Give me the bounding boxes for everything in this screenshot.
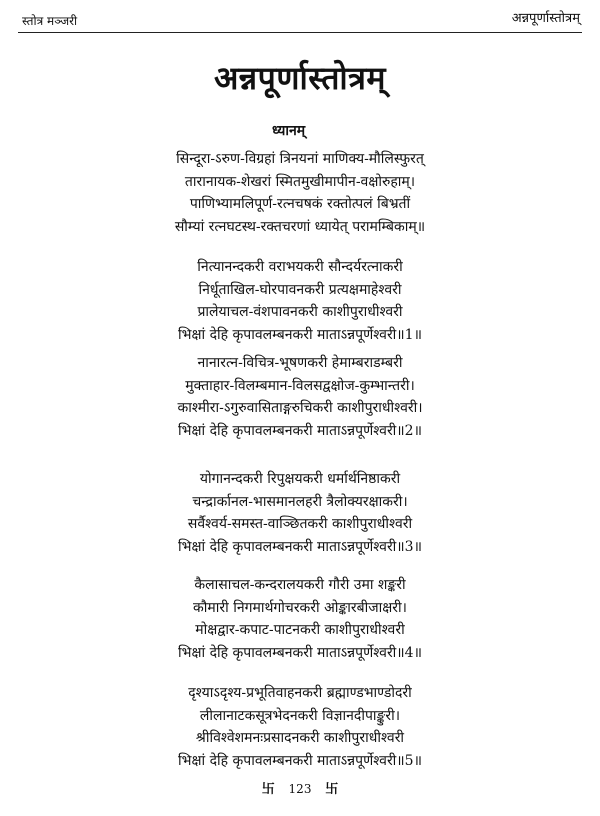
running-header xyxy=(18,6,582,33)
verse-4 xyxy=(0,574,600,664)
verse-line: सौम्यां रत्नघटस्थ-रक्तचरणां ध्यायेत् परामम्बिकाम्॥ xyxy=(174,218,426,235)
verse-line: काश्मीरा-ऽगुरुवासिताङ्गरुचिकरी काशीपुराधीश्वरी। xyxy=(177,400,423,416)
header-chapter-title: अन्नपूर्णास्तोत्रम् xyxy=(511,11,580,26)
verse-line: सिन्दूरा-ऽरुण-विग्रहां त्रिनयनां माणिक्य-मौलिस्फुरत् xyxy=(176,151,424,167)
verse-2 xyxy=(0,352,600,442)
verse-line: नित्यानन्दकरी वराभयकरी सौन्दर्यरत्नाकरी xyxy=(197,259,403,275)
dhyanam-heading: ध्यानम् xyxy=(272,123,306,139)
verse-line: योगानन्दकरी रिपुक्षयकरी धर्मार्थनिष्ठाकरी xyxy=(199,471,401,487)
verse-line: भिक्षां देहि कृपावलम्बनकरी माताऽन्नपूर्णेश्वरी॥3॥ xyxy=(178,538,422,555)
verse-line: सर्वैश्वर्य-समस्त-वाञ्छितकरी काशीपुराधीश्वरी xyxy=(187,516,413,532)
verse-line: निर्धूताखिल-घोरपावनकरी प्रत्यक्षमाहेश्वरी xyxy=(198,281,402,298)
verse-line: भिक्षां देहि कृपावलम्बनकरी माताऽन्नपूर्णेश्वरी॥2॥ xyxy=(178,422,422,439)
verse-line: भिक्षां देहि कृपावलम्बनकरी माताऽन्नपूर्णेश्वरी॥5॥ xyxy=(178,752,422,769)
verse-line: भिक्षां देहि कृपावलम्बनकरी माताऽन्नपूर्णेश्वरी॥4॥ xyxy=(178,644,422,661)
verse-line: चन्द्रार्कानल-भासमानलहरी त्रैलोक्यरक्षाकरी। xyxy=(192,493,408,510)
verse-3 xyxy=(0,468,600,558)
page-footer xyxy=(0,778,600,797)
verse-1 xyxy=(0,256,600,346)
swastika-icon: 卐 xyxy=(261,782,275,797)
header-book-title: स्तोत्र मञ्जरी xyxy=(22,14,78,28)
page-number: 123 xyxy=(288,782,312,796)
verse-5 xyxy=(0,682,600,772)
verse-line: तारानायक-शेखरां स्मितमुखीमापीन-वक्षोरुहाम्। xyxy=(184,173,416,190)
verse-line: दृश्याऽदृश्य-प्रभूतिवाहनकरी ब्रह्माण्डभाण्डोदरी xyxy=(188,685,412,701)
verse-line: नानारत्न-विचित्र-भूषणकरी हेमाम्बराडम्बरी xyxy=(197,355,403,371)
verse-line: श्रीविश्वेशमनःप्रसादनकरी काशीपुराधीश्वरी xyxy=(195,730,405,746)
page-title: अन्नपूर्णास्तोत्रम् xyxy=(213,59,387,97)
verse-line: पाणिभ्यामलिपूर्ण-रत्नचषकं रक्तोत्पलं बिभ्रतीं xyxy=(189,196,411,212)
verse-line: कौमारी निगमार्थगोचरकरी ओङ्कारबीजाक्षरी। xyxy=(193,599,407,616)
verse-line: कैलासाचल-कन्दरालयकरी गौरी उमा शङ्करी xyxy=(194,577,406,593)
verse-line: भिक्षां देहि कृपावलम्बनकरी माताऽन्नपूर्णेश्वरी॥1॥ xyxy=(178,326,422,343)
swastika-icon: 卐 xyxy=(325,782,339,797)
verse-line: मोक्षद्वार-कपाट-पाटनकरी काशीपुराधीश्वरी xyxy=(195,622,405,638)
verse-line: मुक्ताहार-विलम्बमान-विलसद्वक्षोज-कुम्भान्तरी। xyxy=(185,377,415,394)
verse-line: प्रालेयाचल-वंशपावनकरी काशीपुराधीश्वरी xyxy=(197,304,403,320)
dhyanam-verse xyxy=(0,148,600,238)
verse-line: लीलानाटकसूत्रभेदनकरी विज्ञानदीपाङ्कुरी। xyxy=(199,707,401,724)
